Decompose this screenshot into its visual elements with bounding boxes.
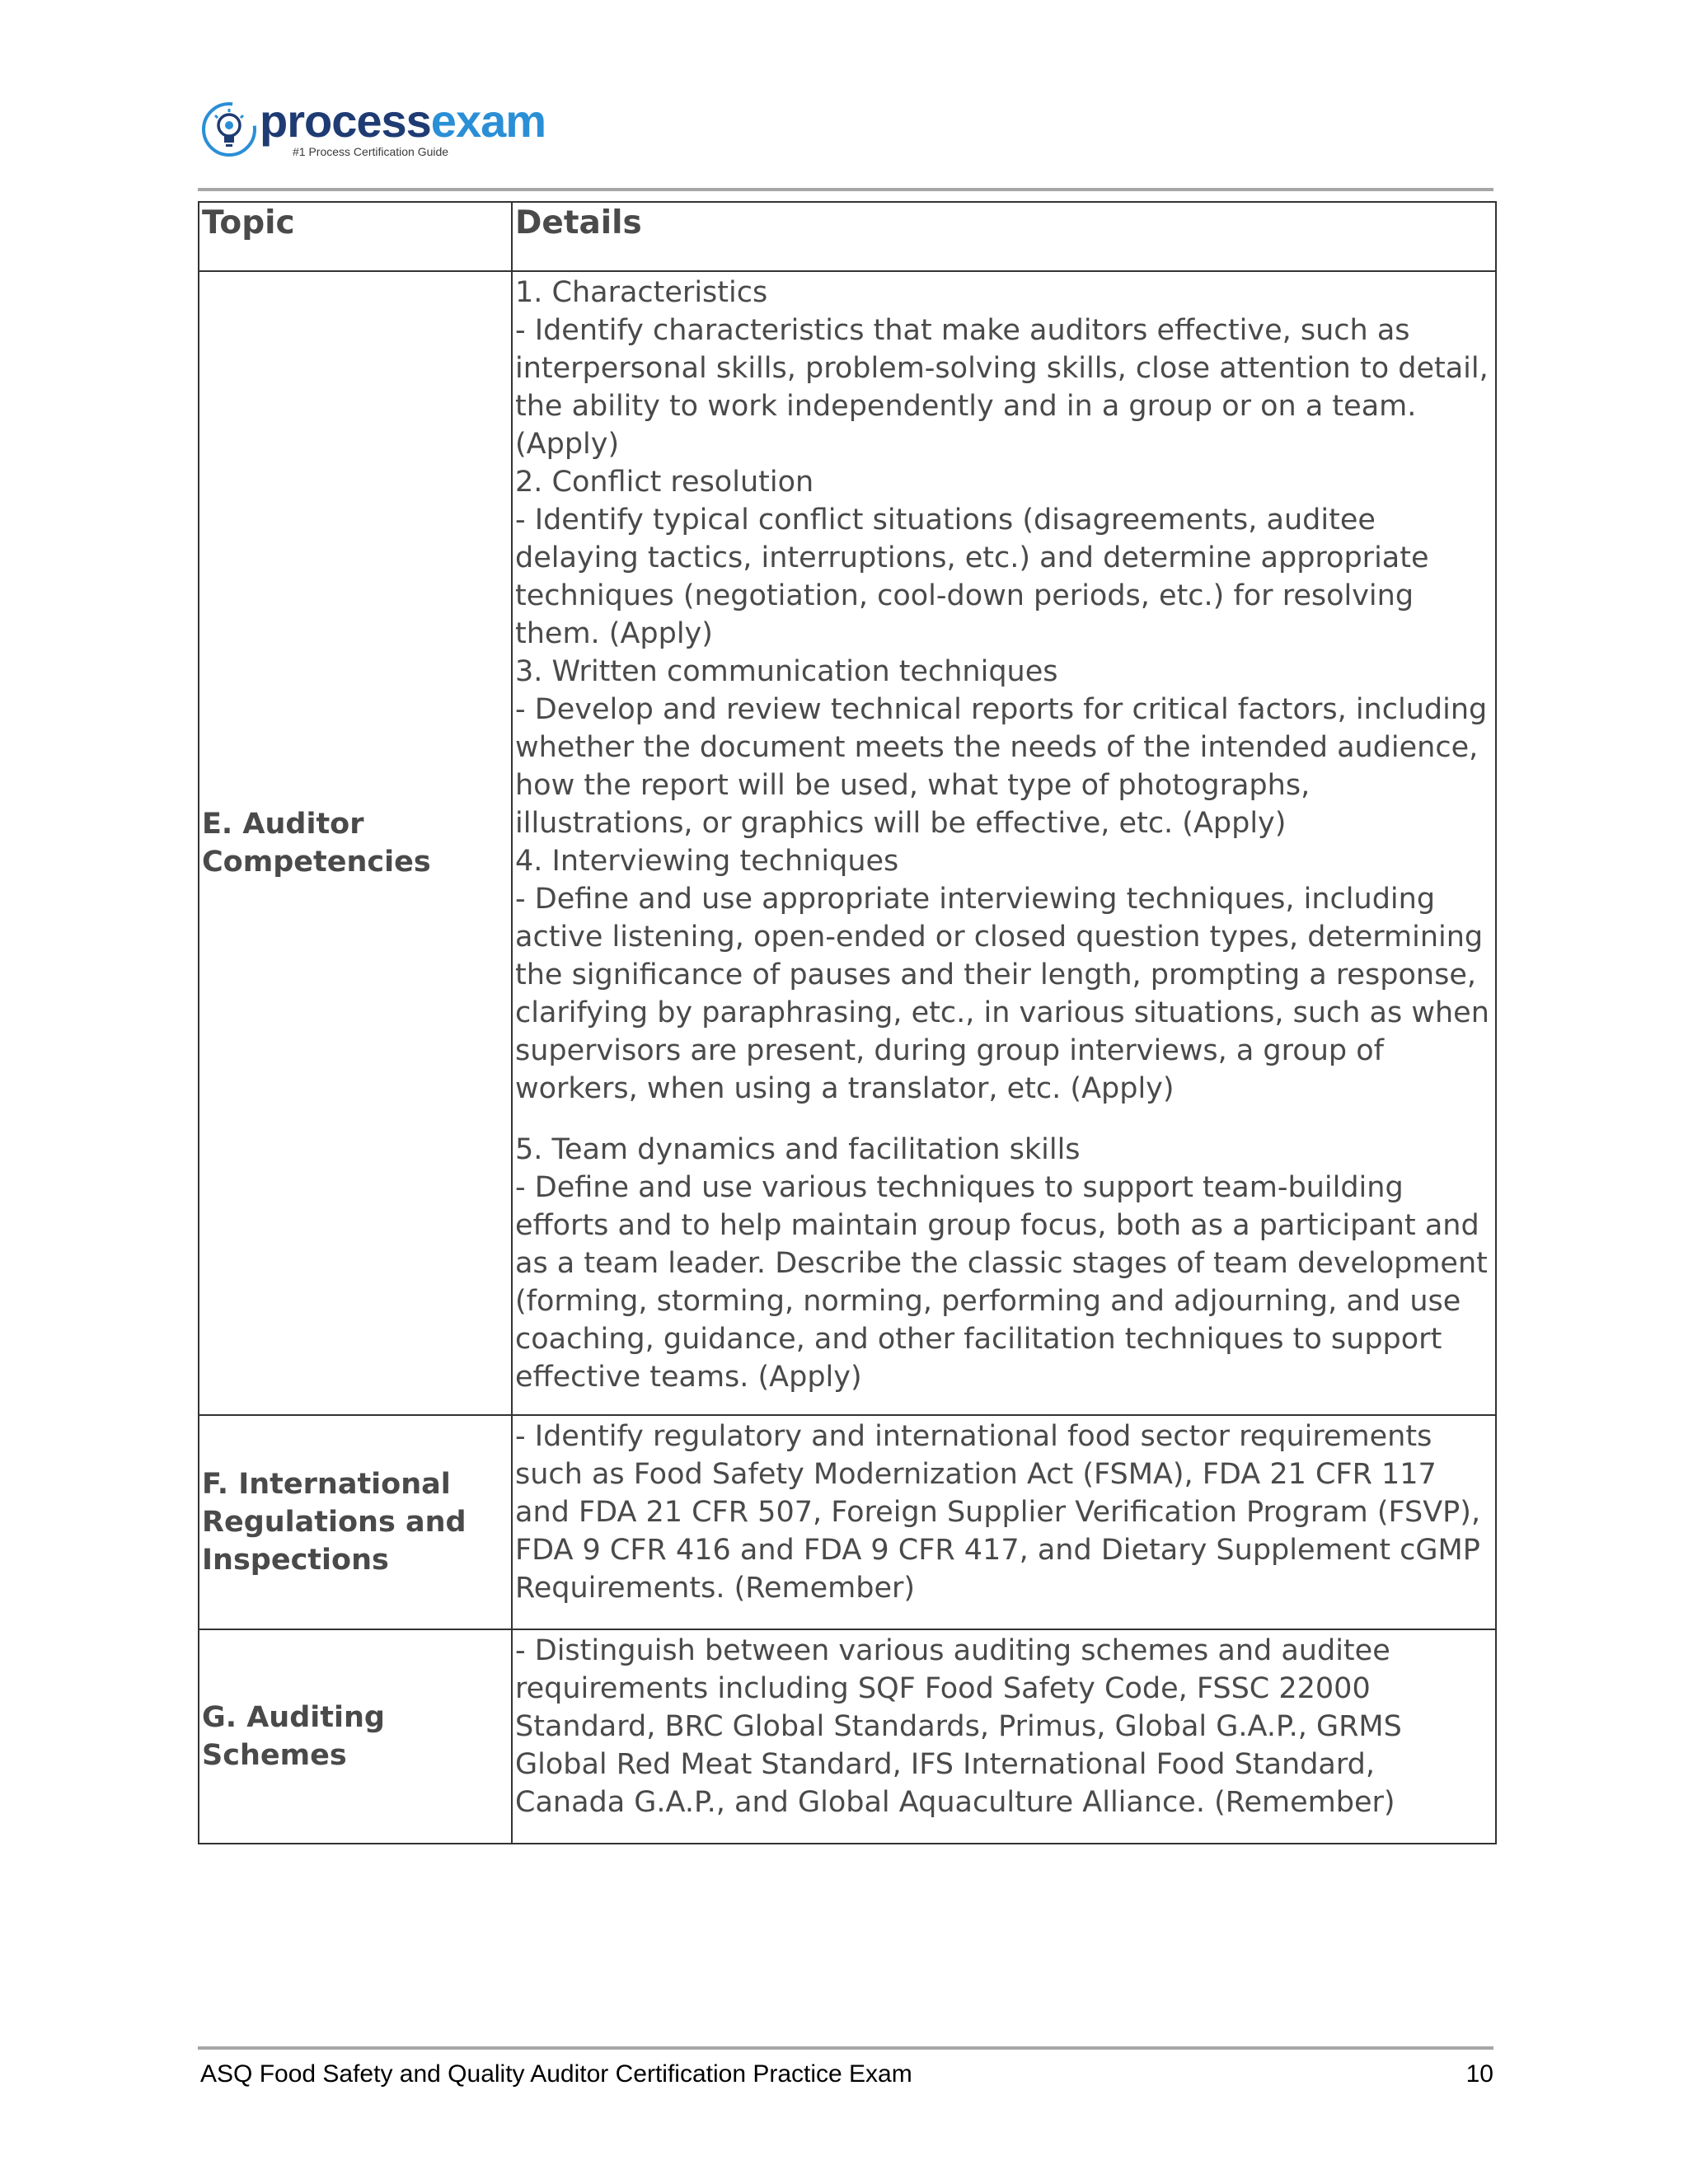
details-block: 1. Characteristics - Identify characteristics that make auditors effective, such as interpersonal skills, problem-solving skills, close attention to detail, the ability to work independently and in a group or on a team. (Apply) 2. Conflict resolution - Identify typical conflict situations (disagreements, auditee delaying tactics, interruptions, etc.) and determine appropriate techniques (negotiation, cool-down periods, etc.) for resolving them. (Apply) 3. Written communication techniques - Develop and review technical reports for critical factors, including whether the document meets the needs of the intended audience, how the report will be used, what type of photographs, illustrations, or graphics will be effective, etc. (Apply) 4. Interviewing techniques - Define and use appropriate interviewing techniques, including active listening, open-ended or closed question types, determining the significance of pauses and their length, prompting a response, clarifying by paraphrasing, etc., in various situations, such as when supervisors are present, during group interviews, a group of workers, when using a translator, etc. (Apply)	[515, 276, 1489, 1105]
header-details: Details	[512, 202, 1496, 271]
page-number: 10	[1465, 2060, 1493, 2088]
details-block: 5. Team dynamics and facilitation skills - Define and use various techniques to support team-building efforts and to help maintain group focus, both as a participant and as a team leader. Describe the classic stages of team development (forming, storming, norming, performing and adjourning, and use coaching, guidance, and other facilitation techniques to support effective teams. (Apply)	[515, 1133, 1488, 1394]
table-header-row	[199, 202, 1496, 271]
details-block: - Distinguish between various auditing schemes and auditee requirements including SQF Food Safety Code, FSSC 22000 Standard, BRC Global Standards, Primus, Global G.A.P., GRMS Global Red Meat Standard, IFS International Food Standard, Canada G.A.P., and Global Aquaculture Alliance. (Remember)	[515, 1634, 1402, 1819]
details-block: - Identify regulatory and international food sector requirements such as Food Safety Modernization Act (FSMA), FDA 21 CFR 117 and FDA 21 CFR 507, Foreign Supplier Verification Program (FSVP), FDA 9 CFR 416 and FDA 9 CFR 417, and Dietary Supplement cGMP Requirements. (Remember)	[515, 1420, 1481, 1605]
table-row	[199, 1415, 1496, 1629]
lightbulb-gear-icon	[200, 101, 258, 158]
footer-divider	[198, 2046, 1493, 2050]
table-row	[199, 1629, 1496, 1844]
topic-cell: F. International Regulations and Inspections	[199, 1415, 512, 1629]
details-cell	[512, 1629, 1496, 1844]
logo-word-exam: exam	[430, 95, 546, 147]
logo-word-process: process	[260, 95, 431, 147]
details-cell	[512, 1415, 1496, 1629]
processexam-logo	[200, 95, 546, 163]
header-divider	[198, 188, 1493, 191]
syllabus-table	[198, 201, 1497, 1844]
topic-cell: E. Auditor Competencies	[199, 271, 512, 1415]
footer-title: ASQ Food Safety and Quality Auditor Certification Practice Exam	[200, 2060, 912, 2088]
logo-wordmark	[260, 94, 546, 148]
topic-cell: G. Auditing Schemes	[199, 1629, 512, 1844]
logo-tagline: #1 Process Certification Guide	[293, 145, 449, 158]
header-topic: Topic	[199, 202, 512, 271]
table-row	[199, 271, 1496, 1415]
details-cell	[512, 271, 1496, 1415]
